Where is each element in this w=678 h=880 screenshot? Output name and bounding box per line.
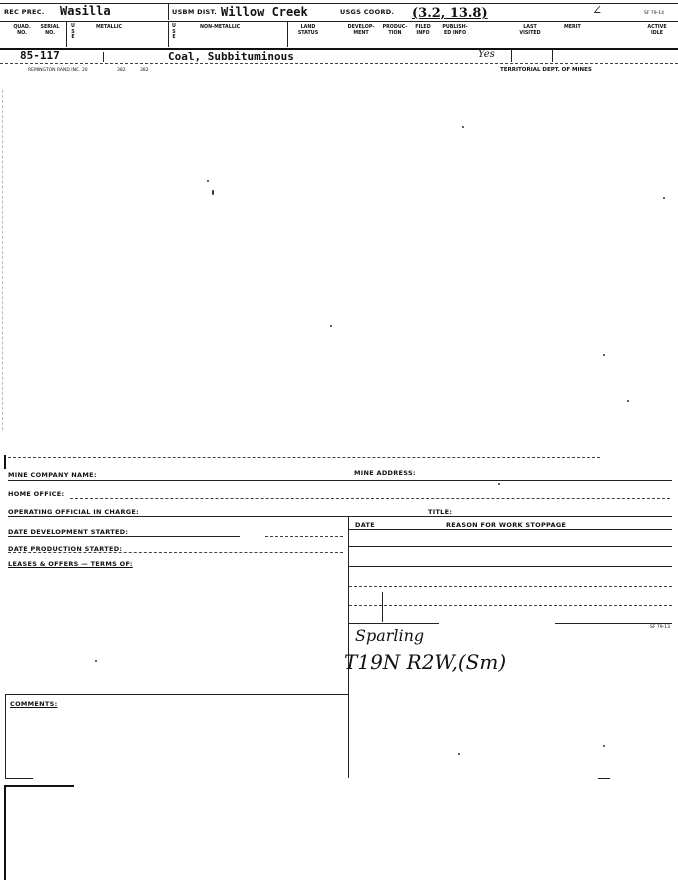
rec-prec-value[interactable]: Wasilla bbox=[60, 4, 111, 18]
col-production: PRODUC- TION bbox=[382, 25, 408, 36]
scan-speck bbox=[627, 400, 629, 402]
printer-code-2: 382 bbox=[140, 68, 149, 73]
printer-right: TERRITORIAL DEPT. OF MINES bbox=[500, 67, 592, 73]
scan-speck bbox=[212, 190, 214, 195]
scan-speck bbox=[95, 660, 97, 662]
col-serial-no: SERIAL NO. bbox=[40, 25, 60, 36]
date-production-label: DATE PRODUCTION STARTED: bbox=[8, 545, 123, 553]
scan-speck bbox=[330, 325, 332, 327]
usgs-coord-value[interactable]: (3.2, 13.8) bbox=[412, 6, 488, 21]
form-code: SF 79-14 bbox=[644, 11, 664, 16]
col-quad-no: QUAD. NO. bbox=[13, 25, 31, 36]
scan-speck bbox=[498, 483, 500, 485]
usgs-coord-label: USGS COORD. bbox=[340, 8, 395, 16]
printer-code-1: 382 bbox=[117, 68, 126, 73]
header-mark: ∠ bbox=[592, 3, 603, 17]
usbm-dist-value[interactable]: Willow Creek bbox=[221, 5, 308, 19]
col-last-visited: LAST VISITED bbox=[519, 25, 541, 36]
scan-speck bbox=[603, 354, 605, 356]
rec-prec-label: REC PREC. bbox=[4, 8, 45, 16]
handwritten-name: Sparling bbox=[355, 626, 425, 645]
col-land-status: LAND STATUS bbox=[297, 25, 319, 36]
scan-speck bbox=[462, 126, 464, 128]
col-use-2: U S E bbox=[172, 24, 176, 40]
reason-col-label: REASON FOR WORK STOPPAGE bbox=[446, 521, 567, 529]
col-active-idle: ACTIVE IDLE bbox=[647, 25, 667, 36]
comments-label: COMMENTS: bbox=[10, 700, 58, 708]
title-label: TITLE: bbox=[428, 508, 453, 516]
scan-speck bbox=[603, 745, 605, 747]
printer-left: REMINGTON RAND INC. 20 bbox=[28, 68, 88, 73]
usbm-dist-label: USBM DIST. bbox=[172, 8, 218, 16]
home-office-label: HOME OFFICE: bbox=[8, 490, 65, 498]
mine-company-name-label: MINE COMPANY NAME: bbox=[8, 471, 97, 479]
handwritten-location: T19N R2W,(Sm) bbox=[344, 650, 507, 674]
col-development: DEVELOP- MENT bbox=[347, 25, 375, 36]
quad-value[interactable]: 85-117 bbox=[20, 49, 60, 62]
form-code-2: SF 79-13 bbox=[650, 625, 670, 630]
col-use: U S E bbox=[71, 24, 75, 40]
mine-address-label: MINE ADDRESS: bbox=[354, 469, 416, 477]
scan-speck bbox=[458, 753, 460, 755]
date-development-label: DATE DEVELOPMENT STARTED: bbox=[8, 528, 129, 536]
commodity-value[interactable]: Coal, Subbituminous bbox=[168, 50, 294, 63]
col-merit: MERIT bbox=[564, 25, 581, 30]
col-filed-info: FILED INFO bbox=[415, 25, 431, 36]
leases-offers-label: LEASES & OFFERS — TERMS OF: bbox=[8, 560, 133, 568]
operating-official-label: OPERATING OFFICIAL IN CHARGE: bbox=[8, 508, 140, 516]
col-published-info: PUBLISH- ED INFO bbox=[442, 25, 468, 36]
scan-speck bbox=[663, 197, 665, 199]
date-col-label: DATE bbox=[355, 521, 375, 529]
scan-speck bbox=[207, 180, 209, 182]
published-value[interactable]: Yes bbox=[478, 49, 495, 60]
col-non-metallic: NON-METALLIC bbox=[200, 25, 241, 30]
col-metallic: METALLIC bbox=[96, 25, 123, 30]
